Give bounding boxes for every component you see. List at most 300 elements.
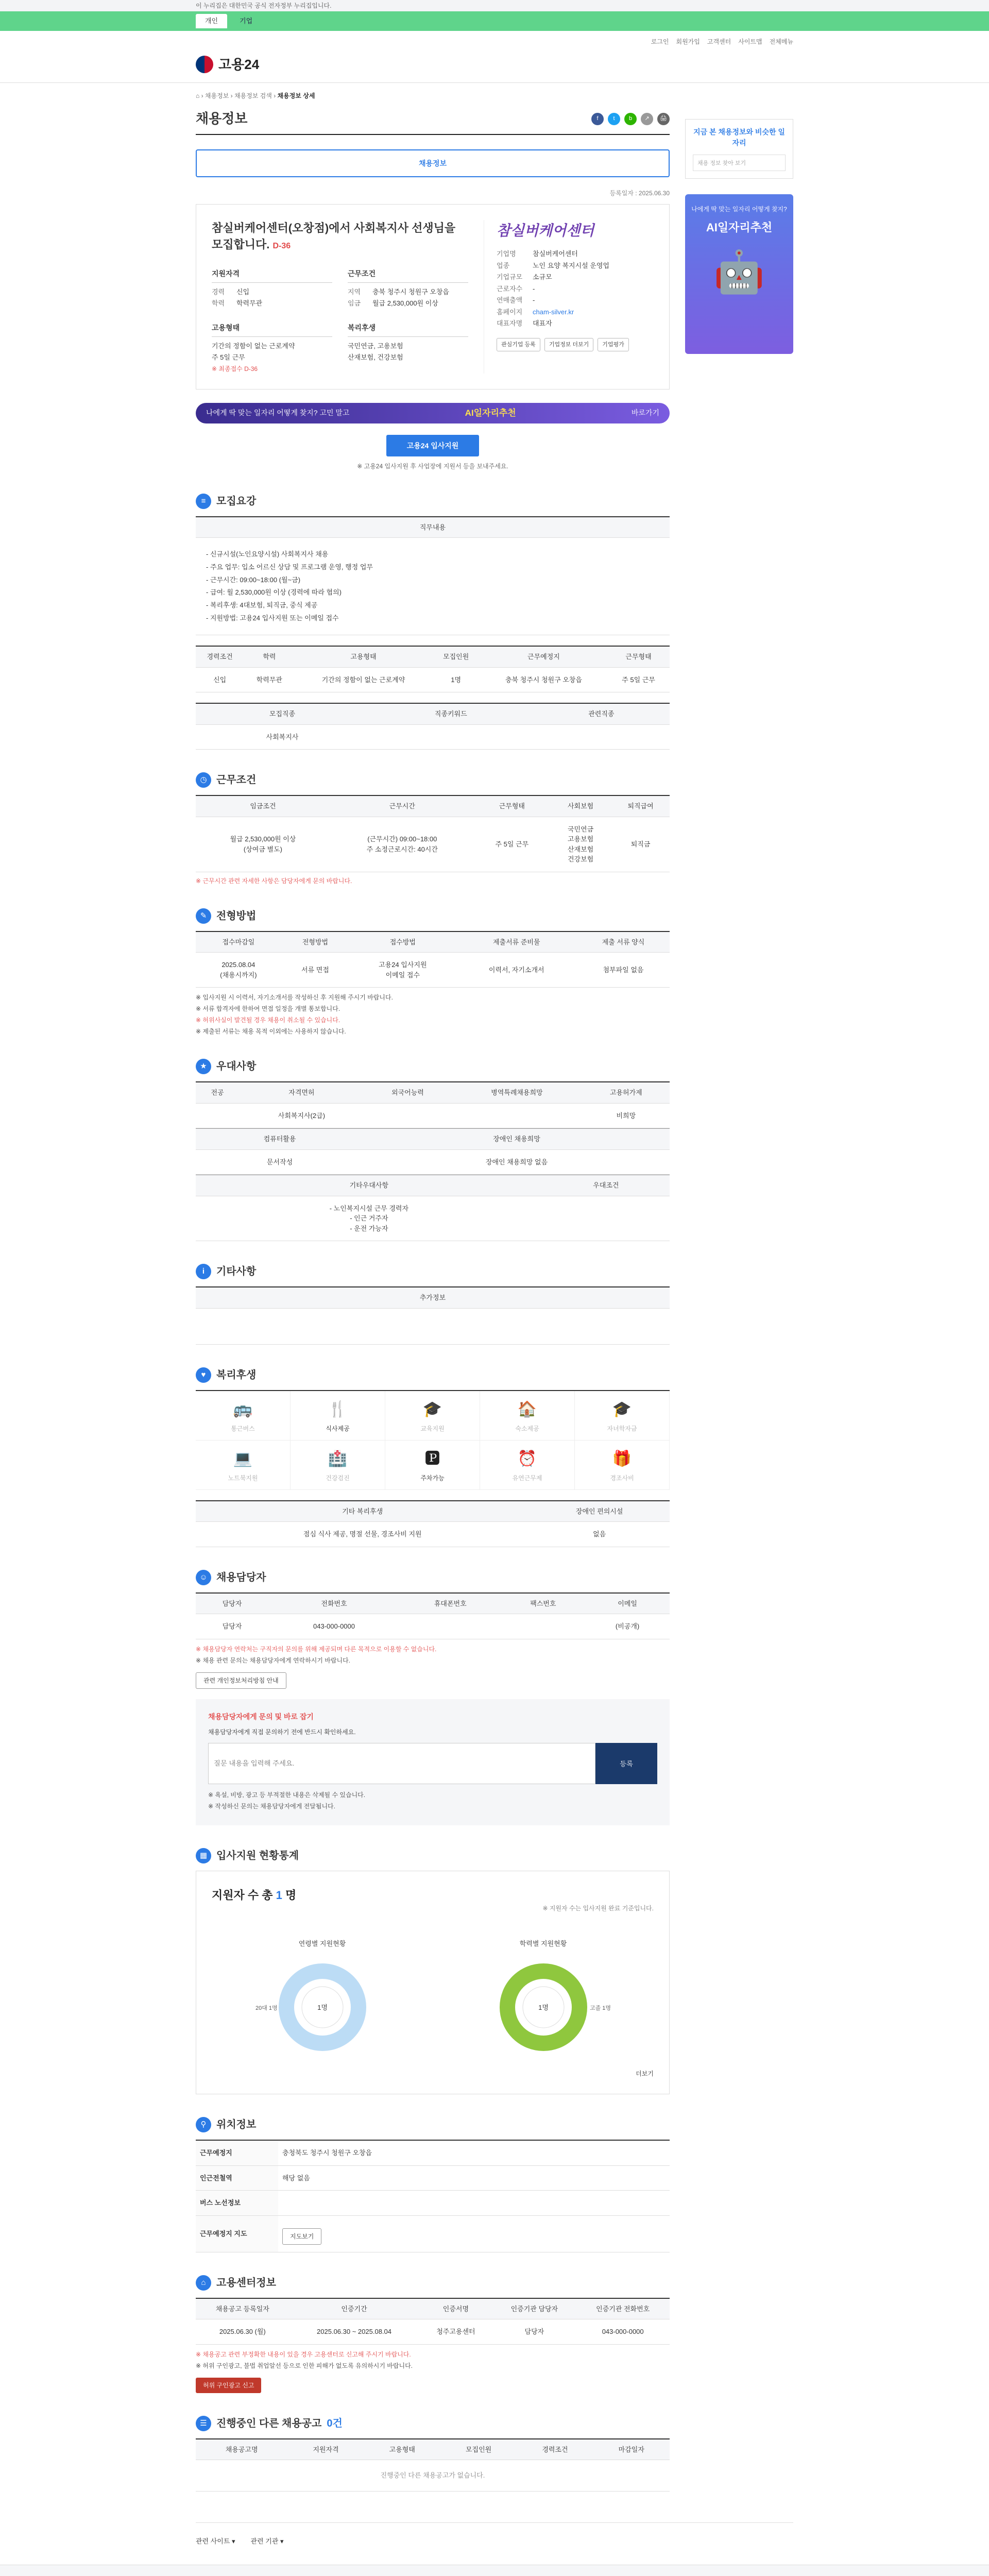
label: 홈페이지	[497, 308, 523, 316]
label: 대표자명	[497, 319, 523, 327]
welfare-heading: 복리후생	[348, 323, 468, 337]
preference-table	[196, 1081, 670, 1128]
page-title: 채용정보	[196, 111, 248, 126]
ai-recommend-strip[interactable]	[196, 403, 670, 423]
table-cell: 문서작성	[196, 1149, 364, 1175]
svg-text:고졸 1명: 고졸 1명	[589, 2005, 611, 2012]
benefit-item	[291, 1440, 385, 1490]
value: 주 5일 근무	[212, 353, 245, 362]
signup-link[interactable]: 회원가입	[676, 38, 700, 45]
benefit-icon: 🅿	[424, 1450, 440, 1467]
tab-company[interactable]: 기업	[240, 17, 253, 25]
footer	[0, 2565, 989, 2576]
column-header: 팩스번호	[501, 1593, 586, 1614]
value	[278, 2191, 670, 2216]
table-cell: 담당자	[492, 2319, 576, 2345]
column-header: 병역특례채용희망	[451, 1082, 583, 1103]
benefit-item	[196, 1391, 291, 1440]
column-header: 전화번호	[268, 1593, 400, 1614]
gov-tab-bar	[0, 11, 989, 31]
company-more-button[interactable]: 기업정보 더보기	[544, 338, 593, 352]
value: 참실버케어센터	[533, 250, 578, 258]
column-header: 경력조건	[196, 646, 244, 667]
benefit-label: 통근버스	[231, 1425, 255, 1432]
process-notes	[196, 993, 670, 1036]
benefit-icon: 💻	[233, 1450, 253, 1467]
table-cell	[533, 724, 670, 750]
section-title: 복리후생	[216, 1369, 257, 1381]
building-icon: ⌂	[196, 2275, 211, 2291]
table-cell: (근무시간) 09:00~18:00 주 소정근로시간: 40시간	[330, 817, 474, 872]
benefit-label: 교육지원	[420, 1425, 445, 1432]
column-header: 근무시간	[330, 795, 474, 817]
column-header: 관련직종	[533, 703, 670, 724]
employment-type-block	[212, 323, 332, 374]
column-header: 담당자	[196, 1593, 268, 1614]
facebook-icon[interactable]: f	[591, 113, 604, 125]
label: 경력	[212, 287, 225, 296]
company-logo: 참실버케어센터	[497, 223, 594, 239]
apply-note: ※ 고용24 입사지원 후 사업장에 지원서 등을 보내주세요.	[357, 462, 508, 470]
duty-content: - 신규시설(노인요양시설) 사회복지사 채용 - 주요 업무: 입소 어르신 상담 및 프로그램 운영, 행정 업무 - 근무시간: 09:00~18:00 (월~금) - 급여: 월 2,530,000원 이상 (경력에 따라 협의) - 복리후생: 4대보험, 퇴직금, 중식 제공 - 지원방법: 고용24 입사지원 또는 이메일 접수	[196, 538, 670, 635]
company-row	[497, 272, 654, 282]
job-category-table	[196, 703, 670, 750]
center-table	[196, 2298, 670, 2345]
qualification-block	[212, 268, 332, 310]
table-cell: 사회복지사	[196, 724, 369, 750]
preference-section	[196, 1059, 670, 1241]
column-header: 임금조건	[196, 795, 330, 817]
column-header: 전공	[196, 1082, 239, 1103]
etc-heading: 추가정보	[196, 1287, 670, 1308]
value: 국민연금, 고용보험	[348, 342, 403, 350]
related-site-select[interactable]: 관련 사이트 ▾	[196, 2537, 235, 2545]
ai-banner-subtitle: 나에게 딱 맞는 일자리 어떻게 찾지?	[691, 206, 787, 213]
table-cell: 고용24 입사지원 이메일 접수	[349, 953, 456, 988]
table-cell: 국민연금 고용보험 산재보험 건강보험	[550, 817, 611, 872]
benefit-label: 건강검진	[326, 1474, 350, 1482]
section-title: 모집요강	[216, 495, 257, 507]
similar-jobs-input[interactable]: 채용 정보 찾아 보기	[693, 155, 786, 171]
column-header: 기타우대사항	[196, 1175, 542, 1196]
tab-job-info[interactable]: 채용정보	[196, 149, 670, 177]
center-section	[196, 2275, 670, 2393]
person-icon: ☺	[196, 1570, 211, 1585]
deadline-warning: ※ 최종접수 D-36	[212, 365, 258, 372]
related-sites	[196, 2522, 793, 2560]
benefit-label: 노트북지원	[228, 1474, 258, 1482]
column-header: 근무형태	[607, 646, 670, 667]
breadcrumb-current: 채용정보 상세	[277, 92, 315, 99]
column-header: 우대조건	[542, 1175, 670, 1196]
preference-table-2	[196, 1128, 670, 1175]
table-cell: 2025.06.30 (월)	[196, 2319, 289, 2345]
tab-personal[interactable]: 개인	[196, 14, 227, 28]
section-title: 진행중인 다른 채용공고	[216, 2417, 322, 2429]
benefit-item	[196, 1440, 291, 1490]
svg-text:1명: 1명	[538, 2004, 549, 2012]
column-header: 컴퓨터활용	[196, 1129, 364, 1150]
note: ※ 채용공고 관련 부정확한 내용이 있을 경우 고용센터로 신고해 주시기 바랍니다.	[196, 2350, 411, 2358]
column-header: 휴대폰번호	[400, 1593, 501, 1614]
note: ※ 작성하신 문의는 채용담당자에게 전달됩니다.	[208, 1802, 335, 1810]
home-icon[interactable]: ⌂	[196, 92, 200, 99]
table-cell: 월급 2,530,000원 이상 (상여금 별도)	[196, 817, 330, 872]
banner-link[interactable]: 바로가기	[631, 409, 659, 417]
benefit-icon: 🎁	[612, 1450, 632, 1467]
other-jobs-section	[196, 2416, 670, 2492]
benefit-grid	[196, 1390, 670, 1490]
inquiry-title: 채용담당자에게 문의 및 바로 잡기	[208, 1712, 314, 1721]
table-cell: 2025.08.04 (채용시까지)	[196, 953, 281, 988]
side-panel	[685, 119, 793, 354]
table-cell: 2025.06.30 ~ 2025.08.04	[289, 2319, 419, 2345]
column-header: 접수마감일	[196, 931, 281, 953]
company-info	[484, 220, 654, 374]
value[interactable]: cham-silver.kr	[533, 308, 574, 316]
benefit-label: 유연근무제	[512, 1474, 542, 1482]
benefit-item	[575, 1440, 670, 1490]
column-header: 고용형태	[295, 646, 432, 667]
ai-recommend-banner[interactable]	[685, 194, 793, 354]
benefit-label: 주차가능	[420, 1474, 445, 1482]
benefit-item	[385, 1391, 480, 1440]
value: 충북 청주시 청원구 오창읍	[372, 287, 449, 296]
column-header: 인증기관 담당자	[492, 2298, 576, 2319]
sitemap-link[interactable]: 사이트맵	[738, 38, 762, 45]
label: 근로자수	[497, 284, 523, 293]
column-header: 기타 복리후생	[196, 1501, 529, 1522]
gift-icon: ♥	[196, 1367, 211, 1383]
section-title: 위치정보	[216, 2119, 257, 2131]
share-link-icon[interactable]: ↗	[641, 113, 653, 125]
table-cell: 이력서, 자기소개서	[456, 953, 577, 988]
section-title: 채용담당자	[216, 1571, 266, 1583]
share-tools	[591, 113, 670, 125]
company-row	[497, 261, 654, 271]
other-count: 0건	[327, 2417, 343, 2429]
section-title: 고용센터정보	[216, 2277, 276, 2289]
column-header: 자격면허	[239, 1082, 364, 1103]
welfare-block	[348, 323, 468, 374]
value: -	[533, 284, 535, 293]
benefit-item	[480, 1391, 575, 1440]
label: 기업명	[497, 250, 516, 258]
column-header: 퇴직급여	[611, 795, 670, 817]
note: ※ 허위사실이 발견될 경우 채용이 취소될 수 있습니다.	[196, 1016, 340, 1024]
chart-label: 학력별 지원현황	[519, 1939, 567, 1947]
blog-icon[interactable]: b	[624, 113, 637, 125]
company-row	[497, 249, 654, 259]
note: ※ 입사지원 시 이력서, 자기소개서를 작성하신 후 지원해 주시기 바랍니다.	[196, 994, 393, 1002]
value: 충청북도 청주시 청원구 오창읍	[278, 2140, 670, 2165]
work-table	[196, 795, 670, 872]
document-icon: ≡	[196, 494, 211, 509]
inquiry-input[interactable]	[208, 1743, 595, 1784]
applicant-count: 지원자 수 총 1 명	[212, 1888, 297, 1902]
empty-message: 진행중인 다른 채용공고가 없습니다.	[196, 2460, 670, 2492]
label: 기업규모	[497, 273, 523, 281]
column-header: 모집인원	[440, 2439, 517, 2460]
breadcrumb-item[interactable]: 채용정보	[204, 92, 229, 99]
column-header: 인증기간	[289, 2298, 419, 2319]
etc-section	[196, 1264, 670, 1345]
section-title: 우대사항	[216, 1061, 257, 1073]
benefit-icon: 🎓	[612, 1400, 632, 1418]
column-header: 직종키워드	[369, 703, 533, 724]
etc-table	[196, 1286, 670, 1345]
table-cell: 비희망	[583, 1103, 670, 1128]
benefit-item	[385, 1440, 480, 1490]
map-pin-icon: ⚲	[196, 2117, 211, 2132]
label: 버스 노선정보	[196, 2191, 278, 2216]
company-row	[497, 295, 654, 306]
ai-banner-title: AI일자리추천	[706, 221, 773, 234]
table-cell: 첨부파일 없음	[577, 953, 670, 988]
gov-notice: 이 누리집은 대한민국 공식 전자정부 누리집입니다.	[0, 0, 989, 11]
value: 해당 없음	[278, 2165, 670, 2191]
table-cell: - 노인복지시설 근무 경력자 - 인근 거주자 - 운전 가능자	[196, 1196, 542, 1241]
recruit-section	[196, 494, 670, 750]
label: 지역	[348, 287, 361, 296]
column-header: 이메일	[585, 1593, 670, 1614]
column-header: 전형방법	[281, 931, 349, 953]
table-cell: 주 5일 근무	[474, 817, 550, 872]
duty-table	[196, 516, 670, 636]
support-link[interactable]: 고객센터	[707, 38, 731, 45]
value: 대표자	[533, 319, 552, 327]
contact-notes	[196, 1645, 670, 1665]
benefit-icon: ⏰	[517, 1450, 537, 1467]
column-header: 접수방법	[349, 931, 456, 953]
table-cell	[400, 1614, 501, 1639]
job-summary-card	[196, 204, 670, 389]
benefit-item	[575, 1391, 670, 1440]
svg-text:1명: 1명	[317, 2004, 328, 2012]
work-section	[196, 772, 670, 886]
section-title: 입사지원 현황통계	[216, 1850, 299, 1861]
table-cell	[196, 1103, 239, 1128]
job-title: 참실버케어센터(오창점)에서 사회복지사 선생님을 모집합니다. D-36	[212, 222, 456, 251]
table-cell: 청주고용센터	[419, 2319, 492, 2345]
benefit-item	[291, 1391, 385, 1440]
clock-icon: ◷	[196, 772, 211, 788]
benefit-icon: 🏥	[328, 1450, 348, 1467]
column-header: 근무형태	[474, 795, 550, 817]
table-cell: 퇴직금	[611, 817, 670, 872]
value: 기간의 정함이 없는 근로계약	[212, 342, 295, 350]
education-donut-chart	[471, 1939, 616, 2059]
location-table	[196, 2140, 670, 2252]
breadcrumb-item[interactable]: 채용정보 검색	[234, 92, 272, 99]
condition-block	[348, 268, 468, 310]
site-logo[interactable]: 고용24	[196, 46, 793, 82]
table-cell: (비공개)	[585, 1614, 670, 1639]
condition-heading: 근무조건	[348, 268, 468, 283]
value: 노인 요양 복지시설 운영업	[533, 261, 609, 269]
section-title: 근무조건	[216, 774, 257, 786]
benefit-icon: 🏠	[517, 1400, 537, 1418]
value: 신입	[236, 287, 250, 296]
table-cell: 점심 식사 제공, 명절 선물, 경조사비 지원	[196, 1522, 529, 1547]
duty-heading: 직무내용	[196, 517, 670, 538]
table-cell: 담당자	[196, 1614, 268, 1639]
benefit-etc-table	[196, 1500, 670, 1547]
main-content	[196, 109, 670, 2492]
dday-badge: D-36	[272, 241, 291, 250]
similar-jobs-box	[685, 119, 793, 179]
label: 연매출액	[497, 296, 523, 304]
inquiry-submit-button[interactable]: 등록	[595, 1743, 657, 1784]
table-cell: 학력무관	[244, 667, 295, 692]
table-cell: 장애인 채용희망 없음	[364, 1149, 670, 1175]
table-cell: 기간의 정함이 없는 근로계약	[295, 667, 432, 692]
table-cell: 043-000-0000	[268, 1614, 400, 1639]
note: ※ 채용담당자 연락처는 구직자의 문의를 위해 제공되며 다른 목적으로 이용할 수 없습니다.	[196, 1645, 437, 1653]
benefit-icon: 🍴	[328, 1400, 348, 1418]
table-cell	[451, 1103, 583, 1128]
process-table	[196, 931, 670, 988]
company-rows	[497, 249, 654, 329]
recruit-table	[196, 646, 670, 692]
table-cell	[364, 1103, 451, 1128]
report-button[interactable]: 허위 구인광고 신고	[196, 2378, 261, 2393]
utility-nav	[196, 31, 793, 46]
table-cell: 사회복지사(2급)	[239, 1103, 364, 1128]
column-header: 경력조건	[517, 2439, 593, 2460]
column-header: 마감일자	[593, 2439, 670, 2460]
table-cell: 신입	[196, 667, 244, 692]
benefit-label: 식사제공	[326, 1425, 350, 1432]
banner-highlight: AI일자리추천	[465, 408, 516, 418]
column-header: 제출서류 준비물	[456, 931, 577, 953]
note: ※ 서류 합격자에 한하여 면접 일정을 개별 통보합니다.	[196, 1005, 340, 1013]
preference-table-3	[196, 1175, 670, 1241]
chart-label: 연령별 지원현황	[298, 1939, 346, 1947]
banner-text: 나에게 딱 맞는 일자리 어떻게 찾지? 고민 말고	[206, 409, 350, 417]
table-cell	[542, 1196, 670, 1241]
list-icon: ☰	[196, 2416, 211, 2431]
benefit-label: 숙소제공	[515, 1425, 539, 1432]
twitter-icon[interactable]: t	[608, 113, 620, 125]
label: 임금	[348, 299, 361, 308]
print-icon[interactable]: 🖨	[657, 113, 670, 125]
column-header: 인증서명	[419, 2298, 492, 2319]
column-header: 고용허가제	[583, 1082, 670, 1103]
benefit-icon: 🚌	[233, 1400, 253, 1418]
stats-box	[196, 1871, 670, 2095]
label: 인근전철역	[196, 2165, 278, 2191]
star-icon: ★	[196, 1059, 211, 1074]
section-title: 기타사항	[216, 1266, 257, 1278]
robot-icon: 🤖	[713, 249, 765, 295]
type-heading: 고용형태	[212, 323, 332, 337]
contact-section	[196, 1570, 670, 1825]
benefit-label: 자녀학자금	[607, 1425, 637, 1432]
column-header: 지원자격	[287, 2439, 364, 2460]
svg-text:20대 1명: 20대 1명	[255, 2005, 278, 2012]
login-link[interactable]: 로그인	[651, 38, 669, 45]
benefit-label: 경조사비	[610, 1474, 634, 1482]
table-cell	[501, 1614, 586, 1639]
favorite-company-button[interactable]: 관심기업 등록	[497, 338, 540, 352]
label: 업종	[497, 261, 510, 269]
table-cell: 주 5일 근무	[607, 667, 670, 692]
other-jobs-table	[196, 2438, 670, 2492]
table-cell: 043-000-0000	[576, 2319, 670, 2345]
inquiry-warning: 채용담당자에게 직접 문의하기 전에 반드시 확인하세요.	[208, 1728, 356, 1736]
qualification-heading: 지원자격	[212, 268, 332, 283]
company-row	[497, 307, 654, 317]
value: 소규모	[533, 273, 552, 281]
note: ※ 채용 관련 문의는 채용담당자에게 연락하시기 바랍니다.	[196, 1656, 351, 1664]
stats-note: ※ 지원자 수는 입사지원 완료 기준입니다.	[542, 1904, 654, 1912]
column-header: 모집직종	[196, 703, 369, 724]
clipboard-icon: ✎	[196, 908, 211, 924]
column-header: 고용형태	[364, 2439, 440, 2460]
process-section	[196, 908, 670, 1037]
column-header: 외국어능력	[364, 1082, 451, 1103]
column-header: 장애인 편의시설	[529, 1501, 670, 1522]
table-cell: 1명	[432, 667, 480, 692]
apply-button[interactable]: 고용24 입사지원	[386, 435, 479, 456]
breadcrumb: ⌂ › 채용정보 › 채용정보 검색 › 채용정보 상세	[196, 92, 315, 99]
taegeuk-logo-icon	[196, 56, 213, 73]
chart-icon: ▦	[196, 1848, 211, 1863]
info-icon: i	[196, 1264, 211, 1279]
column-header: 제출 서류 양식	[577, 931, 670, 953]
stats-more-link[interactable]: 더보기	[636, 2070, 654, 2078]
all-menu-link[interactable]: 전체메뉴	[769, 38, 793, 45]
location-section	[196, 2117, 670, 2252]
value: 월급 2,530,000원 이상	[372, 299, 438, 308]
table-cell: 없음	[529, 1522, 670, 1547]
registered-date: 등록일자 : 2025.06.30	[609, 190, 670, 197]
column-header: 근무예정지	[480, 646, 607, 667]
inquiry-box	[196, 1699, 670, 1825]
benefit-item	[480, 1440, 575, 1490]
stats-section	[196, 1848, 670, 2095]
company-row	[497, 318, 654, 329]
note: ※ 욕설, 비방, 광고 등 부적절한 내용은 삭제될 수 있습니다.	[208, 1791, 366, 1799]
value: -	[533, 296, 535, 304]
related-org-select[interactable]: 관련 기관 ▾	[250, 2537, 284, 2545]
value: 학력무관	[236, 299, 263, 308]
work-note: ※ 근무시간 관련 자세한 사항은 담당자에게 문의 바랍니다.	[196, 877, 352, 885]
note: ※ 제출된 서류는 채용 목적 이외에는 사용하지 않습니다.	[196, 1028, 346, 1036]
column-header: 사회보험	[550, 795, 611, 817]
privacy-policy-button[interactable]: 관련 개인정보처리방침 안내	[196, 1672, 286, 1689]
etc-content	[196, 1308, 670, 1344]
label: 근무예정지	[196, 2140, 278, 2165]
column-header: 채용공고 등록일자	[196, 2298, 289, 2319]
benefit-section	[196, 1367, 670, 1547]
map-view-button[interactable]: 지도보기	[282, 2228, 321, 2245]
column-header: 장애인 채용희망	[364, 1129, 670, 1150]
column-header: 채용공고명	[196, 2439, 287, 2460]
note: ※ 허위 구인광고, 불법 취업알선 등으로 인한 피해가 없도록 유의하시기 바랍니다.	[196, 2362, 413, 2369]
page-header	[196, 109, 670, 135]
age-donut-chart	[250, 1939, 395, 2059]
company-review-button[interactable]: 기업평가	[598, 338, 629, 352]
table-cell	[369, 724, 533, 750]
column-header: 모집인원	[432, 646, 480, 667]
company-row	[497, 284, 654, 294]
similar-jobs-title: 지금 본 채용정보와 비슷한 일자리	[693, 128, 785, 147]
table-cell: 서류 면접	[281, 953, 349, 988]
table-cell: 충북 청주시 청원구 오창읍	[480, 667, 607, 692]
label: 학력	[212, 299, 225, 308]
